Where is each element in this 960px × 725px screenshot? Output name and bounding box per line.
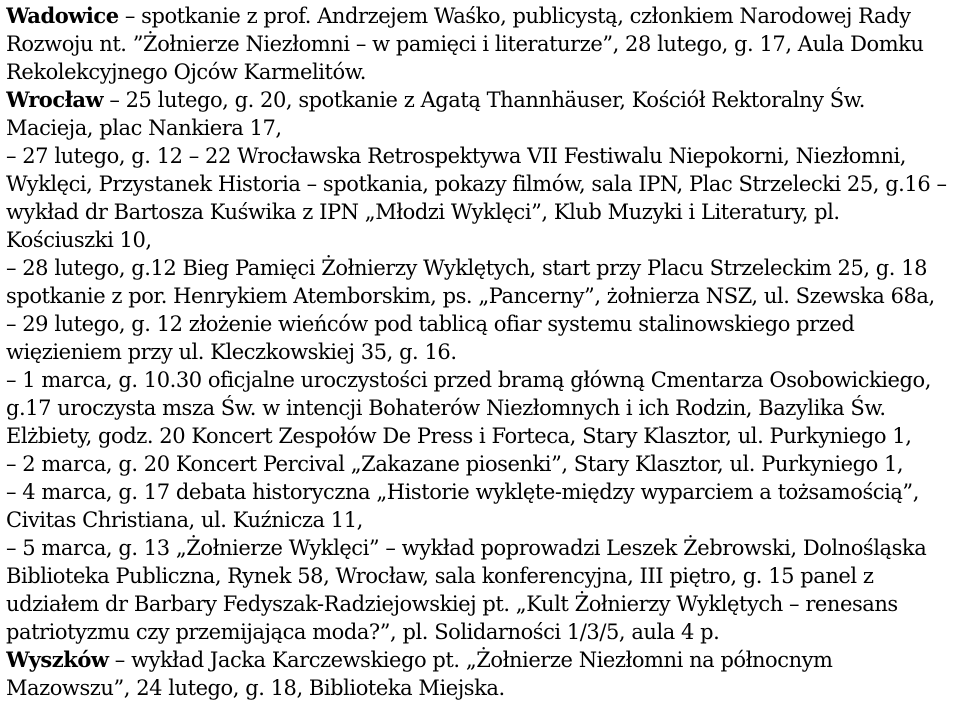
text-line <box>6 310 954 338</box>
line-text: – 2 marca, g. 20 Koncert Percival „Zakazane piosenki”, Stary Klasztor, ul. Purkyniego 1, <box>6 452 904 476</box>
line-text: – spotkanie z prof. Andrzejem Waśko, publicystą, członkiem Narodowej Rady <box>118 4 911 28</box>
text-line <box>6 590 954 618</box>
text-line <box>6 366 954 394</box>
text-line <box>6 142 954 170</box>
line-text: Kościuszki 10, <box>6 228 152 252</box>
line-text: Rozwoju nt. ”Żołnierze Niezłomni – w pamięci i literaturze”, 28 lutego, g. 17, Aula Domku <box>6 32 924 56</box>
line-text: – 29 lutego, g. 12 złożenie wieńców pod tablicą ofiar systemu stalinowskiego przed <box>6 312 855 336</box>
text-line <box>6 254 954 282</box>
line-text: Mazowszu”, 24 lutego, g. 18, Biblioteka Miejska. <box>6 676 505 700</box>
text-line <box>6 674 954 702</box>
text-line <box>6 282 954 310</box>
line-text: – 27 lutego, g. 12 – 22 Wrocławska Retrospektywa VII Festiwalu Niepokorni, Niezłomni, <box>6 144 907 168</box>
text-line <box>6 394 954 422</box>
text-line <box>6 198 954 226</box>
text-line <box>6 646 954 674</box>
text-line <box>6 618 954 646</box>
line-text: – 1 marca, g. 10.30 oficjalne uroczystości przed bramą główną Cmentarza Osobowickiego, <box>6 368 931 392</box>
line-text: g.17 uroczysta msza Św. w intencji Bohaterów Niezłomnych i ich Rodzin, Bazylika Św. <box>6 396 886 420</box>
line-text: Elżbiety, godz. 20 Koncert Zespołów De Press i Forteca, Stary Klasztor, ul. Purkyniego 1, <box>6 424 912 448</box>
text-line <box>6 562 954 590</box>
line-text: – 5 marca, g. 13 „Żołnierze Wyklęci” – wykład poprowadzi Leszek Żebrowski, Dolnośląska <box>6 536 927 560</box>
city-heading: Wyszków <box>6 647 109 672</box>
text-line <box>6 114 954 142</box>
text-line <box>6 450 954 478</box>
line-text: Macieja, plac Nankiera 17, <box>6 116 282 140</box>
text-line <box>6 478 954 506</box>
line-text: więzieniem przy ul. Kleczkowskiej 35, g. 16. <box>6 340 457 364</box>
line-text: – 4 marca, g. 17 debata historyczna „Historie wyklęte-między wyparciem a tożsamością”, <box>6 480 919 504</box>
line-text: Wyklęci, Przystanek Historia – spotkania, pokazy filmów, sala IPN, Plac Strzelecki 25, g.16 – <box>6 172 947 196</box>
line-text: – wykład Jacka Karczewskiego pt. „Żołnierze Niezłomni na północnym <box>108 648 833 672</box>
text-line <box>6 506 954 534</box>
line-text: Civitas Christiana, ul. Kuźnicza 11, <box>6 508 363 532</box>
line-text: Biblioteka Publiczna, Rynek 58, Wrocław, sala konferencyjna, III piętro, g. 15 panel z <box>6 564 874 588</box>
city-heading: Wrocław <box>6 87 104 112</box>
text-line <box>6 338 954 366</box>
line-text: – 25 lutego, g. 20, spotkanie z Agatą Thannhäuser, Kościół Rektoralny Św. <box>103 88 865 112</box>
line-text: spotkanie z por. Henrykiem Atemborskim, ps. „Pancerny”, żołnierza NSZ, ul. Szewska 68a, <box>6 284 935 308</box>
text-line <box>6 2 954 30</box>
line-text: udziałem dr Barbary Fedyszak-Radziejowskiej pt. „Kult Żołnierzy Wyklętych – renesans <box>6 592 898 616</box>
line-text: Rekolekcyjnego Ojców Karmelitów. <box>6 60 366 84</box>
text-line <box>6 58 954 86</box>
text-line <box>6 422 954 450</box>
line-text: wykład dr Bartosza Kuświka z IPN „Młodzi Wyklęci”, Klub Muzyki i Literatury, pl. <box>6 200 840 224</box>
text-line <box>6 30 954 58</box>
text-line <box>6 534 954 562</box>
text-line <box>6 86 954 114</box>
city-heading: Wadowice <box>6 3 119 28</box>
text-line <box>6 170 954 198</box>
line-text: patriotyzmu czy przemijająca moda?”, pl. Solidarności 1/3/5, aula 4 p. <box>6 620 720 644</box>
line-text: – 28 lutego, g.12 Bieg Pamięci Żołnierzy Wyklętych, start przy Placu Strzeleckim 25, g. 18 <box>6 256 928 280</box>
text-line <box>6 226 954 254</box>
